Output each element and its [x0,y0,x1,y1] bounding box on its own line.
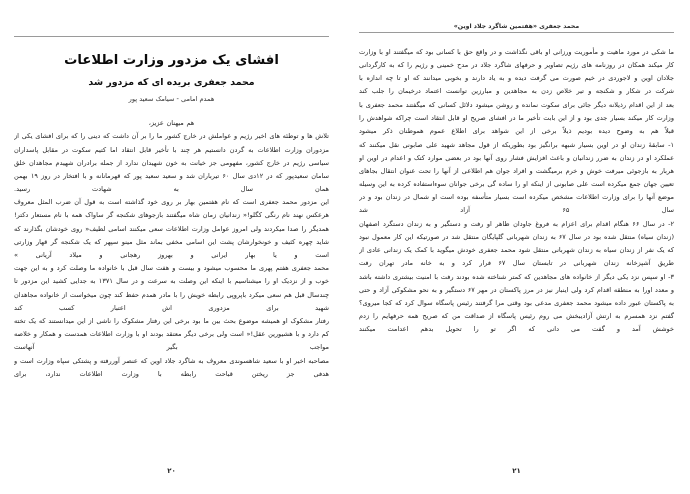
chapter-title: افشای یک مزدور وزارت اطلاعات [64,53,279,68]
right-page-body [14,117,329,456]
chapter-subtitle: محمد جعفری بریده ای که مزدور شد [88,76,255,88]
chapter-byline: همدم امامی - سیامک سعید پور [128,95,215,104]
paragraph: ۱- سابقۀ زندان او در اوین بسیار شبهه برانگیز بود بطوریکه از قول مجاهد شهید علی صابونی نقل میکنند که عملکرد او در زندان به ضرر زندانیان و باعث افزایش فشار روی آنها بود در بعضی موارد کتک و اعدام در اوین او هربار به بازجوئی میرفت خوش و خرم برمیگشت و افراد جوان هم اطلاعی از آنها را تحت عنوان انتقال بجاهای تعیین جهان جمع میکرده است علی صابونی از اینکه او را ساده گی برخی جوانان سوءاستفاده کرده به این وسیله موضع آنها را برای وزارت اطلاعات مشخص میکرده است بسیار متأسفه بوده است او شمال در زندان بود و در سال ۶۵ آزاد شد [359,140,674,215]
paragraph: تلاش ها و توطئه های اخیر رژیم و عواملش در خارج کشور ما را بر آن داشت که دینی را که برای افشای یکی از مزدوران وزارت اطلاعات به گردن دانستیم هر چند با تأخیر قابل انتقاد اما کتیم سکوت در مقابل پاسداران سیاسی رژیم در خارج کشور، مفهومی جز خیانت به خون شهیدان ندارد از جمله برادران شهیدم مجاهدان خلق سامان سعیدپور که در ۱۲دی سال ۶۰ تیرباران شد و سعید سعید پور که قهرمانانه و با افتخار در روز ۱۹ بهمن همان سال به شهادت رسید. [14,132,329,193]
paragraph: رفتار مشکوک او همیشه موضوع بحث بین ما بود برخی این رفتار مشکوک را ناشی از این میدانستند که یک تخته کم دارد و با هشیورین عقل!« است ولی برخی دیگر معتقد بودند او با وزارت اطلاعات همدست و همکار و خلاصه مواجب بگیر آنهاست [14,317,329,352]
right-page-folio: ۲۰ [167,467,176,475]
chapter-title-block [14,53,329,104]
paragraph: این مزدور محمد جعفری است که نام هفتمین بهار بر روی خود گذاشته است به قول آن ضرب المثل معروف هرعکس نهند نام رنگی کگلو!« زندانیان زمان شاه میگفتند بازجوهای شکنجه گر ساواک همه با نام مستعار دکتر! همدیگر را صدا میکردند ولی امروز عوامل وزارت اطلاعات سعی میکنند اسامی لطیف« روی خودشان بگذارند که شاید چهره کثیف و خونخوارشان پشت این اسامی مخفی بماند مثل مینو سپهر که یک شکنجه گر قهار وزارتی است و یا بهار ایرانی و بهروز رهجانی و میلاد آریانی » [14,198,329,259]
paragraph: بعد از این اقدام رذیلانه دیگر جائی برای سکوت نمانده و روشن میشود دلائل کسانی که میگفتند محمد جعفری با وزارت کار میکند بسیار جدی بود و از این بابت تأخیر ما در افشای صریح او قابل انتقاد است چراکه شواهدش را قبلاً هم به وضوح دیده بودیم ذیلاً برخی از این شواهد برای اطلاع عموم هموطنان ذکر میشود [359,100,674,136]
left-running-head [359,10,674,33]
salutation: هم میهنان عزیز، [148,118,195,127]
left-page-body [359,46,674,456]
paragraph: ۳- او سپس نزد یکی دیگر از خانواده های مجاهدین که کمتر شناخته شده بودند رفت با امنیت بیشتری داشته باشد و معدد اورا به منطقه اقدام کرد ولی اینبار نیز در مرز پاکستان در مهر ۶۷ دستگیر و به نحو مشکوکی آزاد و حتی به پاکستان عبور داده میشود محمد جعفری مدعی بود وقتی مرا گرفتند رئیس پاسگاه سوال کرد که کجا میروی؟ گفتم نزد همسرم به ارتش آزادیبخش می روم رئیس پاسگاه از صداقت من که صریح همه حرفهایم را زدم خوشش آمد و گفت می دانی که اگر تو را تحویل بدهم اعدامت میکنند [359,272,674,333]
paragraph: ۲- در سال ۶۶ هنگام اقدام برای اعزام به فروغ جاودان ظاهر او رفت و دستگیر و به زندان دستگرد اصفهان (زندان سیاه) منتقل شده بود در سال ۶۷ به زندان شهربانی گلپایگان منتقل شد در صورتیکه این کار معمول نبود که یک نفر از زندان سیاه به زندان شهربانی منتقل شود محمد جعفری خودش میگوید با کمک یک زندانی عادی از طریق آشپزخانه زندان شهربانی در تابستان سال ۶۷ فرار کرد و به خانه مادر تهران رفت [359,219,674,267]
left-running-head-text: محمد جعفری «هفتمین شاگرد جلاد اوین» [453,23,580,30]
paragraph: محمد جعفری هفتم پهری ما محسوب میشود و بیست و هفت سال قبل با خانواده ما وصلت کرد و به این جهت خوب و از نزدیک او را میشناسیم با اینکه این وصلت به سرعت و در سال ۱۳۷۱ به جدایی کشید این مزدور تا چندسال قبل هم سعی میکرد باپروپی رابطه خویش را با مادر همدم حفظ کند چون میخواست از خانواده مجاهدان شهید برای مزدوری اش اعتبار کسب کند [14,264,329,312]
paragraph: ما شکی در مورد ماهیت و مأموریت ورزانی او باقی نگذاشت و در واقع حق با کسانی بود که میگفتند او با وزارت کار میکند همکان در روزنامه های رژیم تصاویر و حرفهای شاگرد جلاد در مدح خمینی و رژیم را که به کارگردانی جلادان اوین و لاجوردی در خیم صورت می گرفت دیده و به یاد دارند و بخوبی میدانند که او تا چه اندازه با شرکت در شکار و شکنجه و تیر خلاص زدن به مجاهدین و مبارزین توانست اعتماد درخیمان را جلب کند [359,48,674,96]
paragraph: مصاحبه اخیر او با سعید شاهسوندی معروف به شاگرد جلاد اوین که عنصر آوررفته و پشتکی سپاه وزارت است و هدفی جز ریختن قباحت رابطه با وزارت اطلاعات ندارد، برای [14,357,329,379]
right-running-head [14,14,329,37]
left-page [345,0,690,494]
left-page-folio: ۲۱ [512,467,521,475]
